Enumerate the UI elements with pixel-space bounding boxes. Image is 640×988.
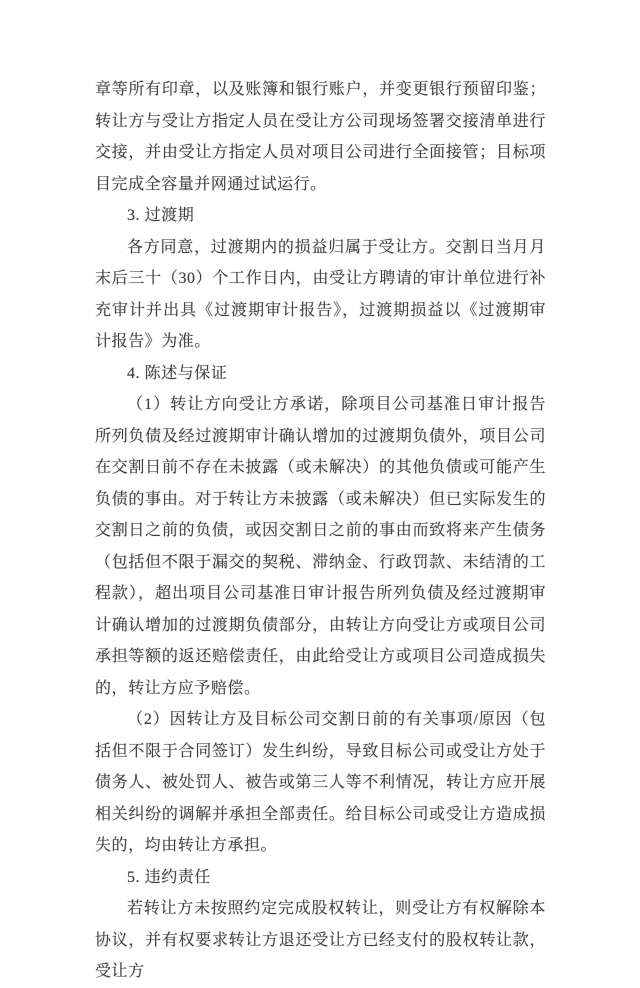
document-paragraph: （2）因转让方及目标公司交割日前的有关事项/原因（包括但不限于合同签订）发生纠纷，导致目标公司或受让方处于债务人、被处罚人、被告或第三人等不利情况，转让方应开展相关纠纷的调解并承担全部责任。给目标公司或受让方造成损失的，均由转让方承担。	[95, 711, 546, 854]
document-paragraph-continued: 章等所有印章，以及账簿和银行账户，并变更银行预留印鉴；转让方与受让方指定人员在受让方公司现场签署交接清单进行交接，并由受让方指定人员对项目公司进行全面接管；目标项目完成全容量并网通过试运行。	[95, 81, 546, 193]
document-body	[95, 74, 546, 988]
document-paragraph: （1）转让方向受让方承诺，除项目公司基准日审计报告所列负债及经过渡期审计确认增加的过渡期负债外，项目公司在交割日前不存在未披露（或未解决）的其他负债或可能产生负债的事由。对于转让方未披露（或未解决）但已实际发生的交割日之前的负债，或因交割日之前的事由而致将来产生债务（包括但不限于漏交的契税、滞纳金、行政罚款、未结清的工程款），超出项目公司基准日审计报告所列负债及经过渡期审计确认增加的过渡期负债部分，由转让方向受让方或项目公司承担等额的返还赔偿责任，由此给受让方或项目公司造成损失的，转让方应予赔偿。	[95, 396, 546, 697]
document-paragraph: 各方同意，过渡期内的损益归属于受让方。交割日当月月末后三十（30）个工作日内，由受让方聘请的审计单位进行补充审计并出具《过渡期审计报告》，过渡期损益以《过渡期审计报告》为准。	[95, 238, 546, 350]
document-paragraph: 若转让方未按照约定完成股权转让，则受让方有权解除本协议，并有权要求转让方退还受让方已经支付的股权转让款，受让方	[95, 900, 546, 980]
section-heading: 3. 过渡期	[127, 207, 195, 224]
section-heading: 5. 违约责任	[127, 868, 211, 886]
section-heading: 4. 陈述与保证	[127, 364, 228, 382]
